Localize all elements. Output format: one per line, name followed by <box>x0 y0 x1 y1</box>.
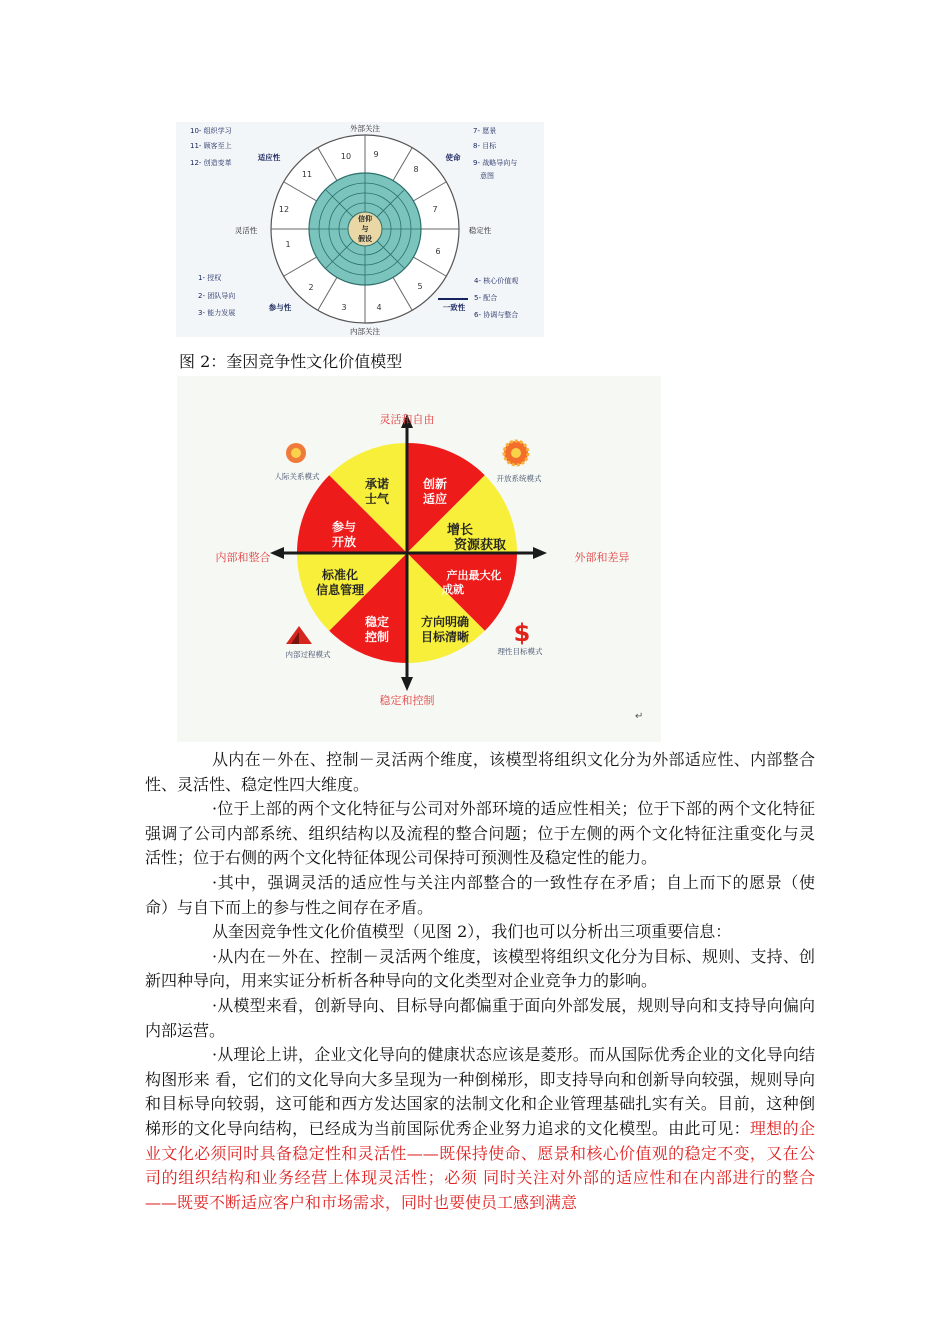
sector-label-commitment-2: 士气 <box>364 492 390 506</box>
figure-caption: 图 2：奎因竞争性文化价值模型 <box>179 352 403 371</box>
bl-item-3: 3- 能力发展 <box>198 309 236 317</box>
sector-label-stability-2: 控制 <box>364 630 390 644</box>
paragraph-6: ·从模型来看，创新导向、目标导向都偏重于面向外部发展，规则导向和支持导向偏向内部运营。 <box>145 995 815 1040</box>
tr-item-1: 7- 愿景 <box>473 127 497 135</box>
rational-goal-dollar-icon <box>514 619 531 647</box>
label-external-focus: 外部关注 <box>350 124 380 133</box>
paragraph-1: 从内在－外在、控制－灵活两个维度，该模型将组织文化分为外部适应性、内部整合性、灵活性、稳定性四大维度。 <box>145 750 815 794</box>
paragraph-2: ·位于上部的两个文化特征与公司对外部环境的适应性相关；位于下部的两个文化特征强调了公司内部系统、组织结构以及流程的整合问题；位于左侧的两个文化特征注重变化与灵活性；位于右侧的两个文化特征体现公司保持可预测性及稳定性的能力。 <box>145 799 815 868</box>
corner-label-rational-goal: 理性目标模式 <box>497 647 543 656</box>
sector-label-direction-2: 目标清晰 <box>420 630 470 644</box>
sector-label-output-1: 产出最大化 <box>446 569 502 582</box>
tl-item-1: 10- 组织学习 <box>190 127 232 135</box>
segment-9: 9 <box>373 150 379 159</box>
label-flexibility: 灵活性 <box>234 226 258 235</box>
tl-item-3: 12- 创造变革 <box>190 159 232 167</box>
label-internal-focus: 内部关注 <box>350 327 380 336</box>
sector-label-output-2: 成就 <box>442 583 464 596</box>
axis-label-flexibility: 灵活和自由 <box>379 413 435 426</box>
denison-culture-model-figure <box>176 122 544 337</box>
quinn-competing-values-figure <box>177 376 661 742</box>
paragraph-7-text: ·从理论上讲，企业文化导向的健康状态应该是菱形。而从国际优秀企业的文化导向结构图形来 看，它们的文化导向大多呈现为一种倒梯形，即支持导向和创新导向较强，规则导向和目标导向较弱，这可能和西方发达国家的法制文化和企业管理基础扎实有关。目前，这种倒梯形的文化导向结构，已经成为当前国际优秀企业努力追求的文化模型。 <box>145 1045 815 1138</box>
tl-item-2: 11- 顾客至上 <box>190 142 232 150</box>
axis-label-external: 外部和差异 <box>574 551 630 564</box>
sector-label-standard-2: 信息管理 <box>315 583 365 597</box>
center-text-3: 假设 <box>358 235 372 243</box>
human-relations-icon <box>286 443 306 463</box>
br-item-3: 6- 协调与整合 <box>474 311 519 319</box>
open-system-icon <box>504 441 528 465</box>
segment-1: 1 <box>285 240 291 249</box>
conclusion-prefix: 由此可见： <box>668 1118 750 1138</box>
axis-label-internal: 内部和整合 <box>215 551 271 564</box>
sector-label-innovation-2: 适应 <box>422 492 448 506</box>
center-text-1: 信仰 <box>358 215 372 223</box>
paragraph-3: ·其中，强调灵活的适应性与关注内部整合的一致性存在矛盾；自上而下的愿景（使命）与自下而上的参与性之间存在矛盾。 <box>145 872 815 917</box>
br-item-2: 5- 配合 <box>474 294 498 302</box>
sector-label-growth-2: 资源获取 <box>453 538 507 553</box>
consistency-underline <box>438 298 468 300</box>
sector-label-standard-1: 标准化 <box>321 568 359 582</box>
corner-label-open-system: 开放系统模式 <box>496 474 542 483</box>
segment-8: 8 <box>413 165 419 174</box>
corner-label-human-relations: 人际关系模式 <box>274 472 320 481</box>
sector-label-innovation-1: 创新 <box>422 477 448 491</box>
quadrant-involvement: 参与性 <box>268 303 292 312</box>
quadrant-mission: 使命 <box>445 153 461 162</box>
tr-item-3: 9- 战略导向与 <box>473 159 518 167</box>
svg-text:$: $ <box>513 619 531 647</box>
segment-5: 5 <box>417 282 423 291</box>
sector-label-stability-1: 稳定 <box>364 615 390 629</box>
paragraph-4: 从奎因竞争性文化价值模型（见图 2），我们也可以分析出三项重要信息： <box>212 922 732 942</box>
sector-label-participation-2: 开放 <box>331 535 357 549</box>
segment-6: 6 <box>435 247 441 256</box>
tr-item-3b: 意图 <box>480 172 494 180</box>
paragraph-5: ·从内在－外在、控制－灵活两个维度，该模型将组织文化分为目标、规则、支持、创新四种导向，用来实证分析析各种导向的文化类型对企业竞争力的影响。 <box>145 946 815 991</box>
sector-label-growth-1: 增长 <box>446 523 474 538</box>
tr-item-2: 8- 目标 <box>473 142 497 150</box>
internal-process-triangle-icon <box>286 626 312 644</box>
quadrant-adaptability: 适应性 <box>257 153 281 162</box>
label-stability: 稳定性 <box>468 226 492 235</box>
br-item-1: 4- 核心价值观 <box>474 277 519 285</box>
paragraph-7 <box>145 1043 815 1215</box>
segment-2: 2 <box>308 283 314 292</box>
segment-7: 7 <box>432 205 438 214</box>
segment-10: 10 <box>340 152 352 161</box>
quadrant-consistency: 一致性 <box>442 303 466 312</box>
sector-label-direction-1: 方向明确 <box>420 615 470 629</box>
sector-label-participation-1: 参与 <box>331 520 357 534</box>
corner-label-internal-process: 内部过程模式 <box>285 650 331 659</box>
axis-label-control: 稳定和控制 <box>379 694 435 707</box>
sector-label-commitment-1: 承诺 <box>364 477 390 491</box>
segment-3: 3 <box>341 303 347 312</box>
segment-4: 4 <box>376 303 382 312</box>
center-text-2: 与 <box>361 225 369 233</box>
segment-11: 11 <box>301 170 313 179</box>
segment-12: 12 <box>278 205 290 214</box>
bl-item-2: 2- 团队导向 <box>198 292 236 300</box>
conclusion-highlight: 理想的企业文化必须同时具备稳定性和灵活性——既保持使命、愿景和核心价值观的稳定不变，又在公司的组织结构和业务经营上体现灵活性；必须 同时关注对外部的适应性和在内部进行的整合——既要不断适应客户和市场需求，同时也要使员工感到满意 <box>145 1118 815 1212</box>
return-mark-icon: ↵ <box>635 711 644 722</box>
body-text <box>145 748 815 1215</box>
bl-item-1: 1- 授权 <box>198 274 222 282</box>
